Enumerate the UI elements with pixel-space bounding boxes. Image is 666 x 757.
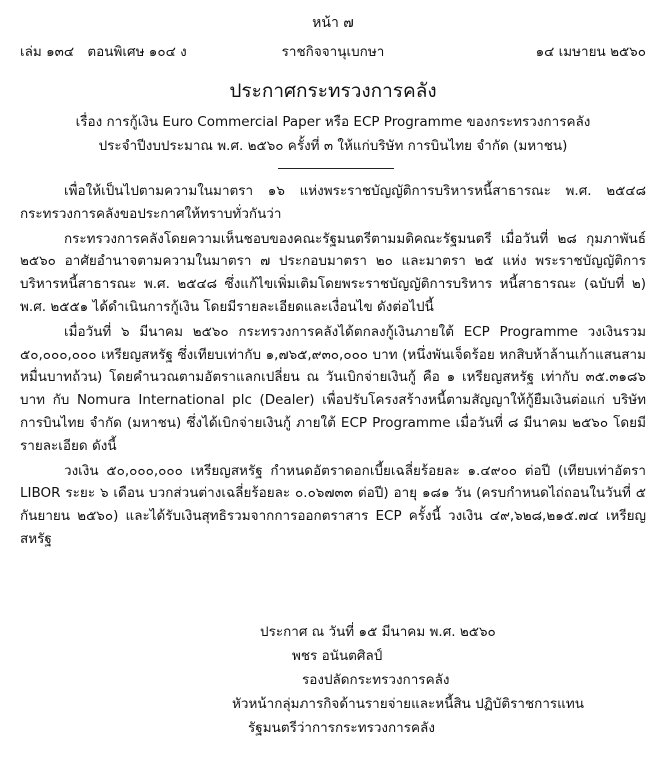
signer-name: พชร อนันตศิลป์ — [292, 648, 383, 664]
signer-position-2: หัวหน้ากลุ่มภารกิจด้านรายจ่ายและหนี้สิน ปฏิบัติราชการแทน — [232, 696, 584, 712]
signature-block — [180, 620, 640, 740]
page-number: หน้า ๗ — [312, 15, 354, 31]
subject-line-2: ประจำปีงบประมาณ พ.ศ. ๒๕๖๐ ครั้งที่ ๓ ให้แก่บริษัท การบินไทย จำกัด (มหาชน) — [98, 138, 568, 154]
announcement-subject — [20, 110, 646, 158]
gazette-name: ราชกิจจานุเบกษา — [281, 44, 385, 60]
announcement-title: ประกาศกระทรวงการคลัง — [229, 80, 437, 102]
body-paragraph-4: วงเงิน ๕๐,๐๐๐,๐๐๐ เหรียญสหรัฐ กำหนดอัตราดอกเบี้ยเฉลี่ยร้อยละ ๑.๔๙๐๐ ต่อปี (เทียบเท่าอัตรา LIBOR ระยะ ๖ เดือน บวกส่วนต่างเฉลี่ยร้อยละ ๐.๐๖๗๓๓ ต่อปี) อายุ ๑๘๑ วัน (ครบกำหนดไถ่ถอนในวันที่ ๕ กันยายน ๒๕๖๐) และได้รับเงินสุทธิรวมจากการออกตราสาร ECP ครั้งนี้ วงเงิน ๔๙,๖๒๘,๒๑๕.๗๔ เหรียญสหรัฐ — [20, 462, 646, 547]
title-divider — [278, 168, 394, 169]
signer-position-3: รัฐมนตรีว่าการกระทรวงการคลัง — [248, 720, 435, 736]
body-paragraph-3: เมื่อวันที่ ๖ มีนาคม ๒๕๖๐ กระทรวงการคลังได้ตกลงกู้เงินภายใต้ ECP Programme วงเงินรวม ๕๐,๐๐๐,๐๐๐ เหรียญสหรัฐ ซึ่งเทียบเท่ากับ ๑,๗๖๕,๙๓๐,๐๐๐ บาท (หนึ่งพันเจ็ดร้อย หกสิบห้าล้านเก้าแสนสามหมื่นบาทถ้วน) โดยคำนวณตามอัตราแลกเปลี่ยน ณ วันเบิกจ่ายเงินกู้ คือ ๑ เหรียญสหรัฐ เท่ากับ ๓๕.๓๑๘๖ บาท กับ Nomura International plc (Dealer) เพื่อปรับโครงสร้างหนี้ตามสัญญาให้กู้ยืมเงินต่อแก่ บริษัท การบินไทย จำกัด (มหาชน) ซึ่งได้เบิกจ่ายเงินกู้ ภายใต้ ECP Programme เมื่อวันที่ ๘ มีนาคม ๒๕๖๐ โดยมีรายละเอียด ดังนี้ — [20, 323, 646, 454]
announcement-date: ประกาศ ณ วันที่ ๑๕ มีนาคม พ.ศ. ๒๕๖๐ — [260, 624, 496, 640]
volume-label: เล่ม ๑๓๔ — [20, 44, 75, 60]
issue-label: ตอนพิเศษ ๑๐๔ ง — [87, 44, 187, 60]
gazette-header — [20, 40, 646, 60]
body-paragraph-1: เพื่อให้เป็นไปตามความในมาตรา ๑๖ แห่งพระราชบัญญัติการบริหารหนี้สาธารณะ พ.ศ. ๒๕๔๘ กระทรวงการคลังขอประกาศให้ทราบทั่วกันว่า — [20, 183, 646, 222]
signer-position-1: รองปลัดกระทรวงการคลัง — [302, 672, 450, 688]
announcement-body — [20, 180, 646, 553]
header-date: ๑๔ เมษายน ๒๕๖๐ — [535, 44, 646, 60]
subject-line-1: เรื่อง การกู้เงิน Euro Commercial Paper หรือ ECP Programme ของกระทรวงการคลัง — [75, 114, 591, 130]
body-paragraph-2: กระทรวงการคลังโดยความเห็นชอบของคณะรัฐมนตรีตามมติคณะรัฐมนตรี เมื่อวันที่ ๒๘ กุมภาพันธ์ ๒๕๖๐ อาศัยอำนาจตามความในมาตรา ๗ ประกอบมาตรา ๒๐ และมาตรา ๒๕ แห่ง พระราชบัญญัติการบริหารหนี้สาธารณะ พ.ศ. ๒๕๔๘ ซึ่งแก้ไขเพิ่มเติมโดยพระราชบัญญัติการบริหาร หนี้สาธารณะ (ฉบับที่ ๒) พ.ศ. ๒๕๕๑ ได้ดำเนินการกู้เงิน โดยมีรายละเอียดและเงื่อนไข ดังต่อไปนี้ — [20, 230, 646, 315]
